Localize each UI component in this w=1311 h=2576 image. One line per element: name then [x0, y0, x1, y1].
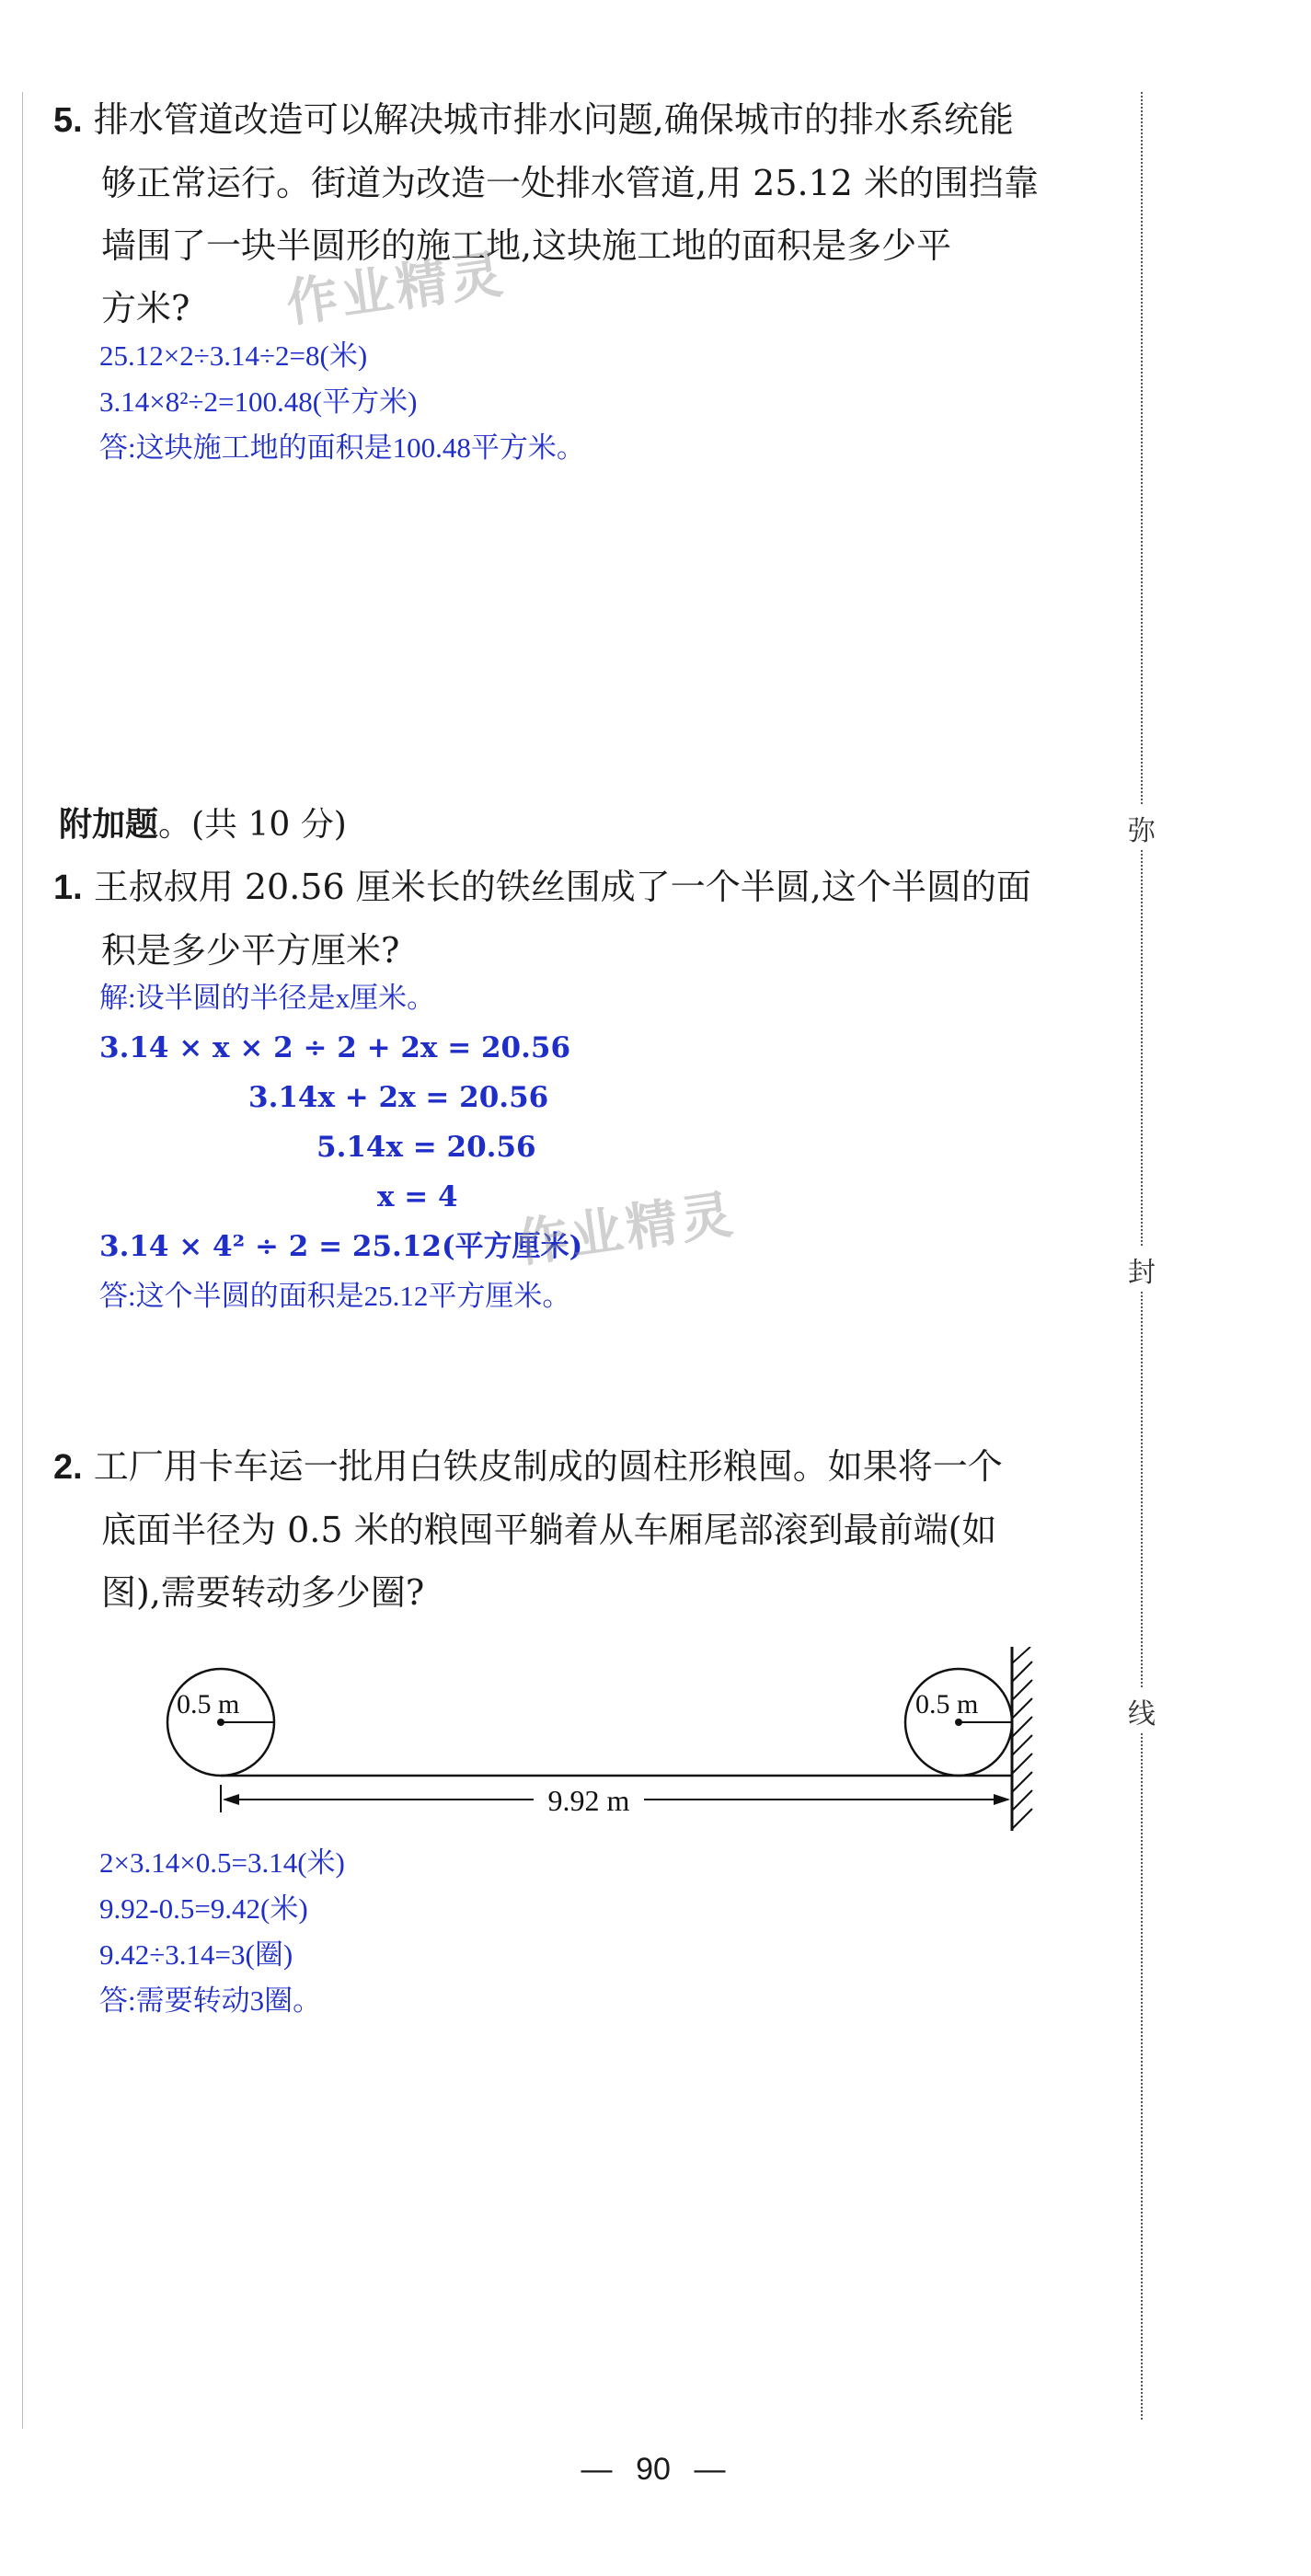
- distance-label: 9.92 m: [547, 1784, 630, 1817]
- dimension-arrow-left: [223, 1794, 239, 1805]
- question-line: 积是多少平方厘米?: [101, 930, 400, 971]
- side-mark-xian: 线: [1128, 1689, 1156, 1733]
- answer-5: [99, 333, 585, 471]
- page-left-edge: [22, 92, 23, 2429]
- question-line: 图),需要转动多少圈?: [101, 1572, 425, 1613]
- answer-line: 9.42÷3.14=3(圈): [99, 1938, 293, 1971]
- bonus-question-1: [53, 856, 1121, 982]
- answer-line: x = 4: [377, 1180, 458, 1213]
- wall-hatching: [1012, 1647, 1032, 1829]
- page-dash-left: —: [581, 2452, 613, 2487]
- answer-line: 3.14 × x × 2 ÷ 2 + 2x = 20.56: [99, 1031, 571, 1064]
- answer-line: 3.14 × 4² ÷ 2 = 25.12(平方厘米): [99, 1230, 583, 1263]
- right-radius-label: 0.5 m: [915, 1689, 979, 1719]
- answer-line: 2×3.14×0.5=3.14(米): [99, 1846, 345, 1879]
- page-footer: [488, 2452, 819, 2488]
- answer-line: 答:需要转动3圈。: [99, 1984, 322, 2017]
- question-number: 5.: [53, 101, 83, 140]
- answer-line: 3.14x + 2x = 20.56: [248, 1081, 549, 1114]
- page-number: 90: [636, 2452, 671, 2487]
- side-mark-mi: 弥: [1128, 806, 1156, 850]
- question-line: 底面半径为 0.5 米的粮囤平躺着从车厢尾部滚到最前端(如: [101, 1510, 997, 1550]
- bonus-header: [59, 799, 347, 845]
- answer-line: 5.14x = 20.56: [316, 1131, 536, 1164]
- answer-line: 解:设半圆的半径是x厘米。: [99, 982, 436, 1014]
- answer-bonus-1: [99, 973, 743, 1321]
- rolling-cylinder-diagram: [147, 1647, 1049, 1831]
- bonus-question-2: [53, 1435, 1121, 1624]
- answer-line: 答:这块施工地的面积是100.48平方米。: [99, 431, 585, 464]
- question-number: 2.: [53, 1448, 83, 1487]
- question-line: 王叔叔用 20.56 厘米长的铁丝围成了一个半圆,这个半圆的面: [93, 867, 1031, 907]
- question-5: [53, 88, 1121, 339]
- answer-line: 25.12×2÷3.14÷2=8(米): [99, 339, 368, 372]
- side-mark-feng: 封: [1128, 1248, 1156, 1292]
- bonus-title: 附加题: [59, 806, 159, 844]
- question-line: 工厂用卡车运一批用白铁皮制成的圆柱形粮囤。如果将一个: [93, 1446, 1003, 1487]
- watermark: 作业精灵: [512, 1184, 740, 1275]
- dimension-arrow-right: [994, 1794, 1010, 1805]
- answer-bonus-2: [99, 1840, 345, 2024]
- question-line: 墙围了一块半圆形的施工地,这块施工地的面积是多少平: [101, 225, 952, 266]
- question-line: 够正常运行。街道为改造一处排水管道,用 25.12 米的围挡靠: [101, 163, 1040, 203]
- left-radius-label: 0.5 m: [177, 1689, 240, 1719]
- bonus-suffix: 。(共 10 分): [158, 806, 347, 844]
- watermark: 作业精灵: [282, 244, 510, 335]
- answer-line: 9.92-0.5=9.42(米): [99, 1892, 308, 1925]
- answer-line: 3.14×8²÷2=100.48(平方米): [99, 385, 418, 418]
- question-line: 排水管道改造可以解决城市排水问题,确保城市的排水系统能: [93, 99, 1014, 140]
- question-line: 方米?: [101, 288, 190, 328]
- answer-line: 答:这个半圆的面积是25.12平方厘米。: [99, 1280, 571, 1312]
- page-dash-right: —: [694, 2452, 726, 2487]
- question-number: 1.: [53, 868, 83, 907]
